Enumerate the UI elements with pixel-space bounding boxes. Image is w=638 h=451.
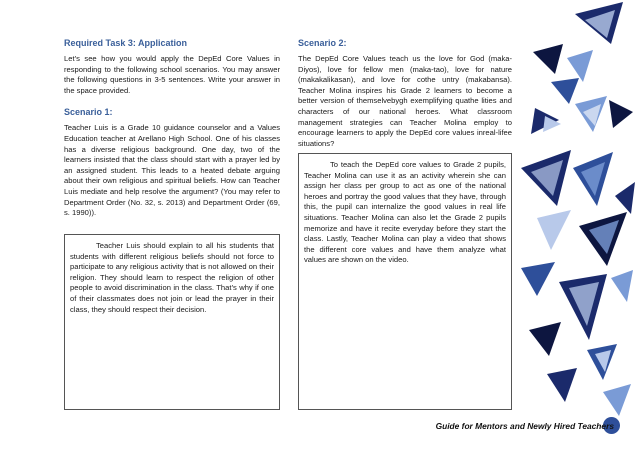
task-intro: Let’s see how you would apply the DepEd Core Values in responding to the following school scenarios. You may answer the following questions in 3-5 sentences. Write your answer in the space provided. (64, 54, 280, 95)
scenario-1-answer: Teacher Luis should explain to all his students that students with different religious beliefs should not force to participate to any religious activity that is not allowed on their religion. They should learn to respect the religion of other people to avoid discrimination in the class. That’s why if one of their classmates does not join or lead the prayer in their class, they should respect their decision. (70, 241, 274, 314)
scenario-2-text: The DepEd Core Values teach us the love for God (maka-Diyos), love for fellow men (maka-tao), love for nature (makakalikasan), and love for cothe untry (makabansa). Teacher Molina inspires his Grade 2 learners to become a better version of themselvebygh exemplifying quathe lities and characters of our national heroes. What classroom management strategies can Teacher Molina employ to encourage learners to apply the DepEd core values inreal-lifee situations? (298, 54, 512, 148)
triangle-15 (615, 182, 635, 214)
scenario-2-heading: Scenario 2: (298, 38, 347, 48)
decorative-triangles (515, 0, 638, 451)
right-column (298, 38, 512, 149)
triangle-19 (521, 262, 555, 296)
triangle-27 (603, 384, 631, 416)
scenario-1-heading: Scenario 1: (64, 107, 113, 118)
scenario-1-text: Teacher Luis is a Grade 10 guidance counselor and a Values Education teacher at Arellano High School. One of his classes has a diverse religious background. One day, two of the learners insisted that the class should start with a prayer led by an assigned student. This leads to a heated debate arguing about their own religious and spiritual beliefs. How can Teacher Luis mediate and help resolve the argument? (You may refer to Department Order (No. 32, s. 2013) and Department Order (69, s. 1990)). (64, 123, 280, 218)
triangle-shapes (521, 2, 635, 416)
scenario-1-answer-box[interactable] (64, 234, 280, 410)
triangle-16 (537, 210, 571, 250)
triangle-22 (611, 270, 633, 302)
task-heading: Required Task 3: Application (64, 38, 188, 48)
left-column (64, 38, 280, 219)
triangle-4 (567, 50, 593, 82)
triangle-5 (551, 78, 579, 104)
triangle-23 (529, 322, 561, 356)
triangle-3 (533, 44, 563, 74)
triangle-10 (609, 100, 633, 128)
scenario-2-answer-box[interactable] (298, 153, 512, 410)
triangle-26 (547, 368, 577, 402)
footer-title: Guide for Mentors and Newly Hired Teachers (435, 421, 614, 431)
scenario-2-answer: To teach the DepEd core values to Grade 2 pupils, Teacher Molina can use it as an activity wherein she can assign her class per group to act as one of the national heroes and portray the good values that they have, through this, the pupil can internalize the good values in real life situations. Teacher Molina can also let the Grade 2 pupils memorize and have it recite everyday before they start the class. Lastly, Teacher Molina can play a video that shows the different core values and have them analyze what values are shown on the video. (304, 160, 506, 265)
